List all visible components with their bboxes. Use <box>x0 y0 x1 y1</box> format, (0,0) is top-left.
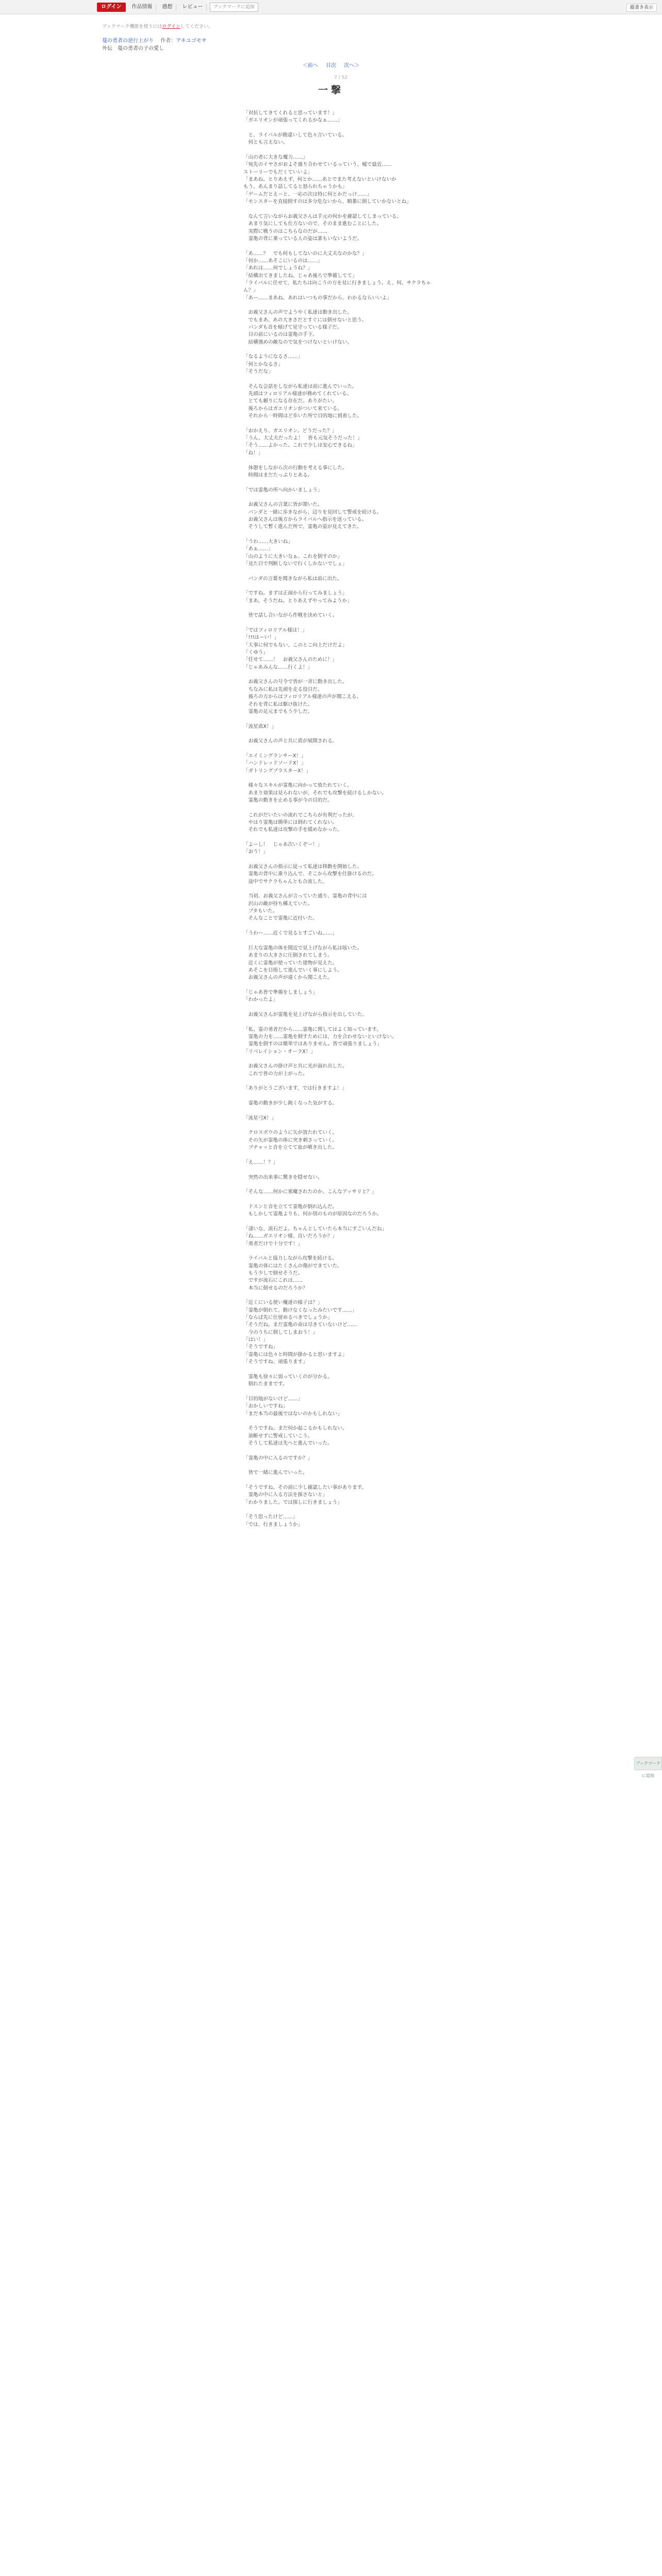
add-bookmark-button[interactable]: ブックマークに追加 <box>210 3 258 12</box>
blank-line <box>243 125 437 132</box>
novel-line: そんな会話をしながら私達は前に進んでいった。 <box>243 383 357 389</box>
novel-line: 「!!!はーい！」 <box>243 635 279 641</box>
blank-line <box>243 620 437 627</box>
blank-line <box>243 420 437 427</box>
blank-line <box>243 346 437 353</box>
blank-line <box>243 1447 437 1454</box>
blank-line <box>243 716 437 723</box>
novel-line: 「うわー……近くで見るとすごいね……」 <box>243 930 338 937</box>
blank-line <box>243 775 437 782</box>
novel-line: 「ではフィロリアル様は！」 <box>243 628 307 634</box>
novel-line: お義父さんの声と共に盾が展開される。 <box>243 738 338 744</box>
blank-line <box>243 1248 437 1255</box>
blank-line <box>243 923 437 930</box>
blank-line <box>243 1093 437 1100</box>
novel-line: 「山のように大きいなぁ。これを倒すのか」 <box>243 553 342 560</box>
novel-line: あそこを目指して進んでいく事にしよう。 <box>243 967 342 973</box>
novel-line: 霊亀の動きが少し鈍くなった気がする。 <box>243 1100 338 1107</box>
novel-line: 「霊亀には色々と時間が掛かると思いますよ」 <box>243 1351 347 1358</box>
blank-line <box>243 494 437 501</box>
novel-line: 霊亀の動きを止める事が今の目的だ。 <box>243 797 333 803</box>
novel-line: そうして暫く進んだ所で、霊亀の姿が見えてきた。 <box>243 524 362 530</box>
novel-line: これで皆の力が上がった。 <box>243 1071 308 1077</box>
novel-line: 「なるようになるさ……」 <box>243 354 303 360</box>
top-bar <box>0 0 662 14</box>
novel-line: それでも私達は攻撃の手を緩めなかった。 <box>243 827 342 833</box>
blank-line <box>243 1418 437 1425</box>
novel-line: 「では霊亀の所へ向かいましょう」 <box>243 487 323 493</box>
prev-link[interactable]: ＜前へ <box>302 63 318 69</box>
novel-line: 霊亀の背に乗っている人の姿は誰もいないようだ。 <box>243 235 362 242</box>
novel-line: 「あぁ……」 <box>243 546 273 552</box>
novel-line: そうして私達は先へと進んでいった。 <box>243 1440 333 1446</box>
novel-line: 「そんな……何かに邪魔されたのか、こんなアッサリと？」 <box>243 1189 377 1195</box>
novel-line: パンダの言葉を聞きながら私は前に出た。 <box>243 575 342 582</box>
blank-line <box>243 745 437 753</box>
novel-line: 霊亀も徐々に弱っていくのが分かる。 <box>243 1374 333 1380</box>
novel-line: 本当に倒せるのだろうか？ <box>243 1285 308 1291</box>
novel-line: 何とも言えない。 <box>243 140 288 146</box>
novel-line: 「うん、大丈夫だったよ！ 皆も元気そうだった！」 <box>243 435 362 442</box>
novel-line: パンダと一緒に歩きながら、辺りを見回して警戒を続ける。 <box>243 509 382 515</box>
novel-line: 「あれは……何でしょうね？」 <box>243 265 313 272</box>
novel-line: 霊亀を倒すのは簡単ではありません。皆で頑張りましょう」 <box>243 1041 383 1047</box>
novel-line: 当初、お義父さんが言っていた通り、霊亀の背中には <box>243 893 367 900</box>
novel-line: 「わかったよ」 <box>243 997 278 1003</box>
novel-line: 先頭はフィロリアル様達が務めてくれている。 <box>243 391 352 397</box>
novel-line: 「そうですね」 <box>243 1344 278 1350</box>
novel-line: と、ライバルが勘違いして色々言いている。 <box>243 132 347 139</box>
blank-line <box>243 1078 437 1085</box>
novel-line: 「そうですね、その前に少し確認したい事があります。 <box>243 1484 367 1490</box>
novel-line: 「モンスターを直接倒すのは多分危ないから、順番に倒していかないとね」 <box>243 199 411 205</box>
novel-line: 休憩をしながら次の行動を考える事にした。 <box>243 465 347 471</box>
novel-line: 「霊亀が倒れて、動けなくなったみたいです……」 <box>243 1307 357 1313</box>
nav-review[interactable]: レビュー <box>179 4 207 10</box>
blank-line <box>243 938 437 945</box>
notice-suffix: してください。 <box>180 24 213 29</box>
next-link[interactable]: 次へ＞ <box>344 63 360 69</box>
novel-line: 倒れたままです。 <box>243 1381 288 1387</box>
blank-line <box>243 1004 437 1011</box>
novel-line: そうですね。まだ何か起こるかもしれない。 <box>243 1426 347 1432</box>
blank-line <box>243 1019 437 1026</box>
novel-line: 皆で話し合いながら作戦を決めていく。 <box>243 613 338 619</box>
blank-line <box>243 531 437 538</box>
novel-line: 「おう！」 <box>243 849 268 855</box>
novel-line: 「結構出てきましたね、じゃあ後ろで準備してて」 <box>243 273 357 279</box>
top-nav <box>97 3 258 12</box>
novel-line: とても頼りになる存在だ。ありがたい。 <box>243 398 338 404</box>
novel-line: お義父さんの掛け声と共に光が溢れ出した。 <box>243 1063 347 1070</box>
novel-line: あまりの大きさに圧倒されてしまう。 <box>243 953 333 959</box>
novel-line: 目の前にいるのは霊亀の手下。 <box>243 332 318 338</box>
blank-line <box>243 856 437 863</box>
novel-line: 後ろの方からはフィロリアル様達の声が聞こえる。 <box>243 694 362 700</box>
novel-line: 今のうちに倒してしまおう！」 <box>243 1329 318 1335</box>
novel-line: ストーリーでもだくていいよ」 <box>243 169 313 175</box>
page-count: 7 / 52 <box>334 75 347 80</box>
blank-line <box>243 1196 437 1204</box>
novel-line: 油断せずに警戒していこう。 <box>243 1433 313 1439</box>
novel-line: 霊亀の足元までもう少しだ。 <box>243 708 313 715</box>
nav-impressions[interactable]: 感想 <box>159 4 176 10</box>
novel-line: 「では、行きましょうか」 <box>243 1521 303 1528</box>
novel-line: それを背に私は駆け抜けた。 <box>243 701 313 707</box>
novel-line: ですが流石にこれは…… <box>243 1278 303 1284</box>
novel-line: 「そう……よかった。これで少しは安心できるね」 <box>243 443 357 449</box>
novel-line: 「エイミングランサーX！」 <box>243 753 306 759</box>
novel-body <box>243 110 437 1529</box>
novel-line: 「ね……ガエリオン様、良いだろうか？」 <box>243 1233 338 1240</box>
novel-line: 「じゃあみんな……行くよ！」 <box>243 664 313 670</box>
novel-line: 「ね！」 <box>243 450 263 456</box>
blank-line <box>243 1056 437 1063</box>
blank-line <box>243 302 437 309</box>
blank-line <box>243 1292 437 1299</box>
blank-line <box>243 1181 437 1189</box>
novel-line: 「リベレイション・オーラX！」 <box>243 1048 316 1055</box>
series-info <box>102 36 207 44</box>
novel-line: 実際に戦うのはこちらなのだが…… <box>243 228 328 234</box>
blank-line <box>243 583 437 590</box>
novel-line: 近くに霊亀が使っていた建物が見えた。 <box>243 960 338 966</box>
novel-line: これがだいたいの流れでこちらが有利だったが、 <box>243 812 357 818</box>
page-navigation <box>0 61 662 69</box>
novel-line: 「勇者だけで十分です！」 <box>243 1241 303 1247</box>
novel-line: 「まだ本当の最後ではないのかもしれない」 <box>243 1411 342 1417</box>
login-button[interactable]: ログイン <box>97 3 126 12</box>
blank-line <box>243 1107 437 1114</box>
novel-line: ブチャッと音を立てて血が噴き出した。 <box>243 1145 337 1151</box>
novel-line: もう、あんまり話してると怒られちゃうかも」 <box>243 184 347 190</box>
blank-line <box>243 243 437 250</box>
novel-line: 「山の者に大きな魔力……」 <box>243 155 308 161</box>
novel-line: 様々なスキルが霊亀に向かって放たれていく。 <box>243 783 352 789</box>
novel-line: お義父さんの指示に従って私達は移動を開始した。 <box>243 864 362 870</box>
novel-line: ブタもいた。 <box>243 908 278 914</box>
novel-line: 「目的地がないけど……」 <box>243 1396 303 1402</box>
novel-line: 「流星盾X！」 <box>243 723 277 730</box>
novel-line: ライバルと協力しながら攻撃を続ける。 <box>243 1256 337 1262</box>
blank-line <box>243 1506 437 1514</box>
toc-link[interactable]: 目次 <box>326 63 336 69</box>
novel-line: お義父さんの号令で皆が一斉に動き出した。 <box>243 679 347 685</box>
author-link[interactable]: アキユゴモサ <box>176 38 207 44</box>
novel-line: 「まあね。とりあえず、何とか……あとでまた考えないといけないか <box>243 177 396 183</box>
blank-line <box>243 479 437 486</box>
novel-line: 「任せて……！ お義父さんのために！」 <box>243 657 338 663</box>
blank-line <box>243 1388 437 1395</box>
novel-line: 途中でサクラちゃんとも合流した。 <box>243 878 327 885</box>
novel-line: 「そうですね、頑張ります」 <box>243 1359 308 1365</box>
novel-line: 「ガトリングブラスターX！」 <box>243 768 311 774</box>
novel-line: 「霊亀の中に入るのですか？」 <box>243 1455 313 1461</box>
blank-line <box>243 1366 437 1373</box>
novel-line: 「ですね。まずは正面から行ってみましょう」 <box>243 590 347 597</box>
novel-line: お義父さんは後方からライバルへ指示を送っている。 <box>243 516 367 522</box>
blank-line <box>243 1218 437 1226</box>
blank-line <box>243 886 437 893</box>
bookmark-notice <box>102 23 213 29</box>
novel-line: 「対抗してきてくれると思っています！」 <box>243 110 338 116</box>
vertical-display-button[interactable]: 縦書き表示 <box>626 4 657 12</box>
novel-line: 「うわ……大きいね」 <box>243 538 293 545</box>
novel-line: 「流星弓X！」 <box>243 1115 277 1121</box>
novel-line: 「まあ、そうだね。とりあえずやってみようか」 <box>243 598 352 604</box>
work-title: 外伝 蔓の勇者の子の愛し <box>102 46 164 52</box>
blank-line <box>243 457 437 464</box>
blank-line <box>243 671 437 679</box>
novel-line: やはり霊亀は簡単には倒れてくれない。 <box>243 820 338 825</box>
novel-line: 「あ……？ でも何もしてないのに大丈夫なのかな？」 <box>243 250 367 257</box>
novel-line: そんなことで霊亀に近付いた。 <box>243 916 318 922</box>
blank-line <box>243 834 437 841</box>
novel-line: 「よーし！ じゃあ次いくぞー！」 <box>243 842 323 848</box>
novel-line: 「私、霊の勇者だから……霊亀に関してはよく知っています。 <box>243 1026 382 1032</box>
author-label: 作者： <box>160 38 176 44</box>
novel-line: 「近くにいる使い魔達の様子は？」 <box>243 1300 323 1306</box>
novel-line: 「え……！？」 <box>243 1159 278 1165</box>
novel-line: クロスボウのように矢が放たれていく。 <box>243 1130 338 1136</box>
novel-line: 「ゲームだとえーと、一応の次は特に何とかだっけ……」 <box>243 191 372 197</box>
novel-line: お義父さんの言葉に皆が頷いた。 <box>243 502 323 508</box>
novel-line: 「ガエリオンが頑張ってくれるかなぁ……」 <box>243 117 342 124</box>
novel-line: 「おかえり、ガエリオン。どうだった？」 <box>243 428 337 434</box>
blank-line <box>243 1462 437 1469</box>
novel-line: 霊亀の体にはたくさんの傷ができていた。 <box>243 1263 342 1269</box>
notice-login-link[interactable]: ログイン <box>162 24 180 29</box>
series-title-link[interactable]: 蔓の勇者の逆行上がり <box>102 38 154 44</box>
novel-line: 皆で一緒に進んでいった。 <box>243 1470 308 1476</box>
novel-line: 「あー……まあね、あれはいつもの事だから、わかるならいいよ」 <box>243 295 392 301</box>
novel-line: 霊亀の力を……霊亀を倒すためには、力を合わせないといけない。 <box>243 1033 397 1040</box>
novel-line: もう少しで倒せそうだ。 <box>243 1270 303 1276</box>
novel-line: 「ハンドレッドソードX！」 <box>243 760 306 767</box>
novel-line: その矢が霊亀の体に突き刺さっていく。 <box>243 1137 338 1143</box>
novel-line: お義父さんが霊亀を見上げながら指示を出していた。 <box>243 1011 367 1018</box>
blank-line <box>243 982 437 989</box>
blank-line <box>243 1477 437 1484</box>
novel-line: 「見た目で判断しないで行くしかないでしょ」 <box>243 561 347 567</box>
novel-line: 「何とかなるさ」 <box>243 361 283 367</box>
novel-line: 「ならば先に仕留めるべきでしょうか」 <box>243 1315 333 1321</box>
blank-line <box>243 568 437 575</box>
novel-line: 「宛先のイヤさがおよそ盛り合わせているっていう、嘘で最近…… <box>243 162 392 168</box>
novel-line: 時間はまだたっぷりとある。 <box>243 472 313 478</box>
novel-line: 後ろからはガエリオンがついて来ている。 <box>243 405 342 412</box>
novel-line: 「じゃあ皆で準備をしましょう」 <box>243 989 318 995</box>
novel-line: 「そうだね。まだ霊亀の命は尽きていないけど…… <box>243 1322 357 1328</box>
novel-line: パンダも首を傾げて見守っている様子だ。 <box>243 324 342 330</box>
blank-line <box>243 147 437 154</box>
novel-line: お義父さんの声が遠くから聞こえた。 <box>243 975 333 981</box>
novel-line: 「くゆう」 <box>243 650 268 656</box>
novel-line: 霊亀の背中に乗り込んで、そこから攻撃を仕掛けるのだ。 <box>243 871 377 877</box>
blank-line <box>243 1166 437 1174</box>
blank-line <box>243 1151 437 1159</box>
novel-line: 「何か……あそこにいるのは……」 <box>243 258 323 264</box>
novel-line: 「はい！」 <box>243 1337 268 1343</box>
novel-line: ちなみに私は先頭を走る役目だ。 <box>243 686 323 692</box>
nav-work-info[interactable]: 作品情報 <box>129 4 156 10</box>
novel-line: 「そうだな」 <box>243 369 273 375</box>
novel-line: それから一時間ほど歩いた所で目的地に到着した。 <box>243 413 362 419</box>
novel-line: 「大事に何でもない、このとこ向上だけだよ」 <box>243 642 347 648</box>
novel-line: なんて言いながらお義父さんは手元の何かを確認してしまっている。 <box>243 213 402 219</box>
blank-line <box>243 206 437 213</box>
notice-prefix: ブックマーク機能を使うには <box>102 24 162 29</box>
blank-line <box>243 1122 437 1129</box>
novel-line: 「おかしいですね」 <box>243 1403 288 1410</box>
novel-line: 「ありがとうございます、では行きますよ！」 <box>243 1086 347 1092</box>
novel-line: 沢山の敵が待ち構えていた。 <box>243 901 313 907</box>
novel-line: 巨大な霊亀の体を間近で見上げながら私は呟いた。 <box>243 945 362 951</box>
novel-line: 結構強めの敵なので気をつけないといけない。 <box>243 339 353 345</box>
novel-line: 「わかりました。では探しに行きましょう」 <box>243 1499 342 1505</box>
floating-bookmark-button[interactable]: ブックマークに追加 <box>634 1757 662 1770</box>
novel-line: 「そう思ったけど……」 <box>243 1514 298 1520</box>
novel-line: 「ライバルに任せて、私たちは向こうの方を見に行きましょう。え、何、サクラちゃん？」 <box>243 280 432 294</box>
chapter-title: 一撃 <box>318 84 344 96</box>
blank-line <box>243 804 437 811</box>
blank-line <box>243 605 437 612</box>
novel-line: もしかして霊亀よりも、何か別のものが原因なのだろうか。 <box>243 1211 382 1217</box>
blank-line <box>243 731 437 738</box>
novel-line: お義父さんの声でようやく私達は動き出した。 <box>243 310 353 316</box>
novel-line: 突然の出来事に驚きを隠せない。 <box>243 1174 323 1180</box>
author-info <box>160 38 207 44</box>
novel-line: あまり効果は見られないが、それでも攻撃を続けるしかない。 <box>243 790 387 796</box>
novel-line: でもまあ、あの大きさだとすぐには倒せないと思う。 <box>243 317 367 323</box>
novel-line: ドスンと音を立てて霊亀が倒れ込んだ。 <box>243 1204 338 1210</box>
novel-line: 「凄いな、流石だよ。ちゃんとしていたら本当にすごいんだね」 <box>243 1226 387 1232</box>
novel-line: 霊亀の中に入る方法を探さないと」 <box>243 1492 328 1498</box>
novel-line: あまり気にしても仕方ないので、そのまま進むことにした。 <box>243 221 382 227</box>
blank-line <box>243 376 437 383</box>
